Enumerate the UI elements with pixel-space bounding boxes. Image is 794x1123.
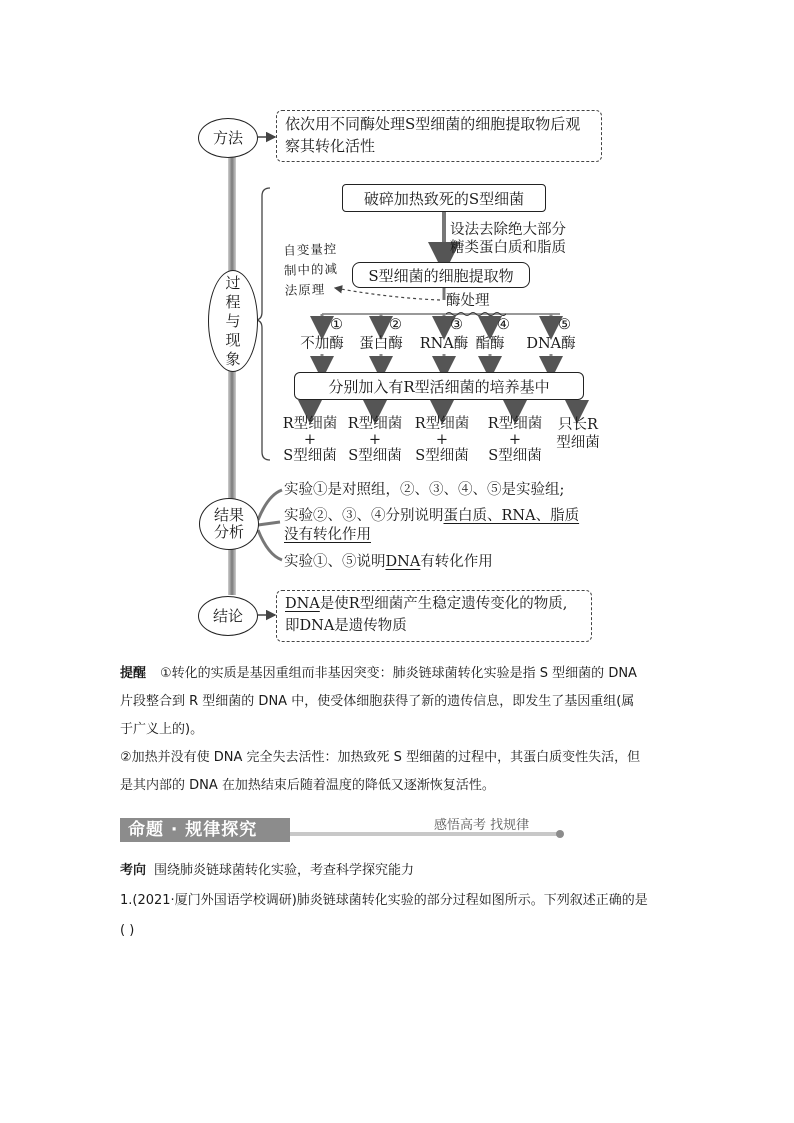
step-note-1: 设法去除绝大部分 (450, 222, 566, 238)
direction-text: 围绕肺炎链球菌转化实验，考查科学探究能力 (154, 863, 415, 878)
enzyme-1: 不加酶 (300, 336, 344, 352)
result-3-plus: + (435, 432, 449, 448)
result-4 (479, 416, 551, 464)
heated-s-bacteria-box (342, 184, 546, 212)
result-4-plus: + (508, 432, 522, 448)
analysis-line-4-prefix: 实验①、⑤说明 (284, 554, 386, 570)
result-3-line1: R型细菌 (414, 416, 470, 432)
result-1-line1: R型细菌 (282, 416, 338, 432)
extract-box (352, 262, 530, 288)
result-5-line1: 只长R (558, 417, 598, 433)
process-label: 过程与现象 (225, 273, 241, 368)
result-1-plus: + (303, 432, 317, 448)
branch-num-5: ⑤ (558, 317, 571, 333)
reminder-p2-line1: ②加热并没有使 DNA 完全失去活性：加热致死 S 型细菌的过程中，其蛋白质变性失活，但 (120, 750, 641, 765)
branch-num-2: ② (389, 317, 402, 333)
conclusion-label: 结论 (212, 607, 243, 625)
direction-label: 考向 (120, 863, 147, 878)
conclusion-oval (198, 596, 258, 636)
question-1 (120, 892, 680, 940)
enzyme-2: 蛋白酶 (359, 336, 403, 352)
culture-arrows (322, 354, 551, 368)
question-1-line1: 1.(2021·厦门外国语学校调研)肺炎链球菌转化实验的部分过程如图所示。下列叙述正确的是 (120, 893, 648, 908)
enzyme-4: 酯酶 (475, 336, 505, 352)
branch-num-4: ④ (497, 317, 510, 333)
reminder-p1-line2: 片段整合到 R 型细菌的 DNA 中，使受体细胞获得了新的遗传信息，即发生了基因重组(属 (120, 694, 635, 709)
analysis-label-2: 分析 (213, 523, 244, 541)
result-3-line2: S型细菌 (415, 448, 469, 464)
analysis-line-2-prefix: 实验②、③、④分别说明 (284, 508, 444, 524)
analysis-line-4-underlined: DNA (385, 554, 421, 570)
step-note-2: 糖类蛋白质和脂质 (450, 240, 566, 256)
method-text: 依次用不同酶处理S型细菌的细胞提取物后观察其转化活性 (285, 115, 581, 155)
culture-text: 分别加入有R型活细菌的培养基中 (328, 377, 550, 396)
question-1-answer-blank: ( ) (120, 923, 135, 938)
process-oval (208, 270, 258, 372)
method-oval (198, 118, 258, 158)
branch-num-3: ③ (450, 317, 463, 333)
reminder-p2-line2: 是其内部的 DNA 在加热结束后随着温度的降低又逐渐恢复活性。 (120, 778, 495, 793)
question-direction (120, 862, 680, 880)
heated-s-bacteria-text: 破碎加热致死的S型细菌 (363, 189, 525, 208)
analysis-line-3: 没有转化作用 (284, 527, 371, 543)
result-3 (406, 416, 478, 464)
result-2-line2: S型细菌 (348, 448, 402, 464)
reminder-p1-line3: 于广义上的)。 (120, 722, 204, 737)
result-2-line1: R型细菌 (347, 416, 403, 432)
result-arrows (310, 400, 577, 412)
result-2-plus: + (368, 432, 382, 448)
result-1-line2: S型细菌 (283, 448, 337, 464)
result-2 (339, 416, 411, 464)
culture-box (294, 372, 584, 400)
enzyme-step-text: 酶处理 (446, 293, 490, 309)
enzyme-5: DNA酶 (526, 336, 576, 352)
result-5 (548, 416, 608, 452)
section-title: 命题 · 规律探究 (128, 820, 258, 840)
conclusion-dna: DNA (285, 596, 320, 612)
conclusion-line-2: 即DNA是遗传物质 (285, 618, 407, 634)
branch-num-1: ① (330, 317, 343, 333)
reminder-title: 提醒 (120, 666, 147, 681)
handwritten-line-3: 法原理 (284, 281, 326, 298)
handwritten-line-1: 自变量控 (283, 241, 338, 258)
analysis-line-2-underlined: 蛋白质、RNA、脂质 (443, 508, 580, 524)
analysis-line-4-suffix: 有转化作用 (420, 554, 493, 570)
handwritten-line-2: 制中的减 (283, 261, 339, 278)
extract-text: S型细菌的细胞提取物 (368, 266, 514, 285)
enzyme-3: RNA酶 (419, 336, 469, 352)
enzyme-arrows (322, 314, 551, 328)
result-5-line2: 型细菌 (556, 435, 600, 451)
result-1 (274, 416, 346, 464)
result-4-line1: R型细菌 (487, 416, 543, 432)
conclusion-line-1: 是使R型细菌产生稳定遗传变化的物质, (319, 596, 568, 612)
analysis-label-1: 结果 (213, 506, 244, 524)
method-label: 方法 (212, 129, 243, 147)
reminder-block (120, 665, 680, 805)
analysis-line-4 (284, 553, 493, 571)
conclusion-box (276, 590, 592, 642)
enzyme-step (446, 292, 490, 310)
handwritten-note (283, 239, 339, 301)
analysis-line-1: 实验①是对照组，②、③、④、⑤是实验组; (284, 482, 565, 498)
analysis-line-2 (284, 507, 579, 525)
reminder-p1-line1: ①转化的实质是基因重组而非基因突变：肺炎链球菌转化实验是指 S 型细菌的 DNA (160, 666, 637, 681)
section-subtitle: 感悟高考 找规律 (434, 818, 530, 833)
section-banner (120, 816, 570, 846)
result-4-line2: S型细菌 (488, 448, 542, 464)
analysis-oval (199, 498, 259, 550)
method-box (276, 110, 602, 162)
